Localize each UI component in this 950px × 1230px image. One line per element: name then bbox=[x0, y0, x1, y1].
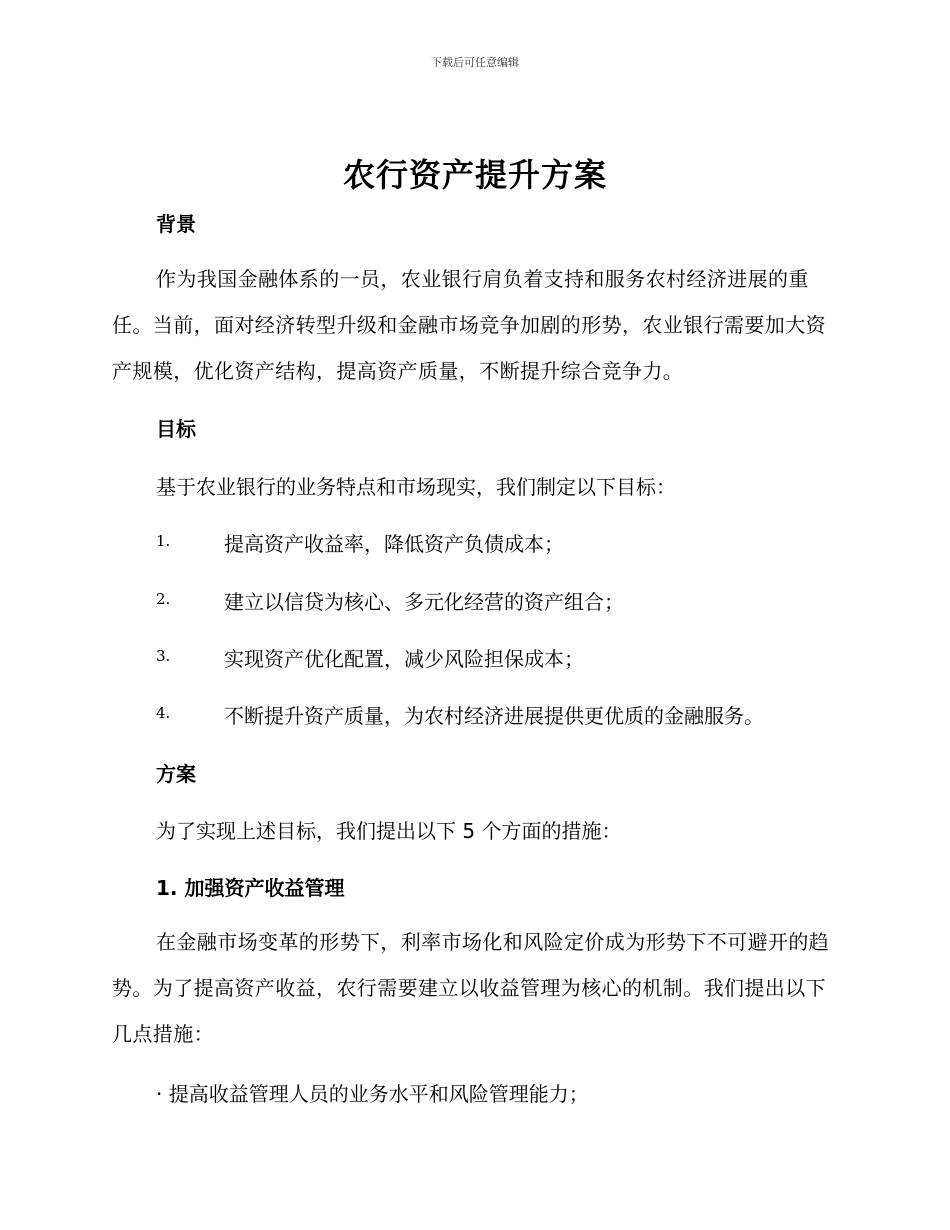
goal-list-item bbox=[156, 528, 856, 558]
list-text: 建立以信贷为核心、多元化经营的资产组合； bbox=[224, 590, 624, 614]
list-number: 1. bbox=[156, 532, 171, 550]
list-number: 2. bbox=[156, 590, 171, 608]
background-paragraph: 作为我国金融体系的一员，农业银行肩负着支持和服务农村经济进展的重任。当前，面对经济转型升级和金融市场竞争加剧的形势，农业银行需要加大资产规模，优化资产结构，提高资产质量，不断提升综合竞争力。 bbox=[112, 267, 826, 383]
plan-intro: 为了实现上述目标，我们提出以下 5 个方面的措施： bbox=[156, 819, 622, 843]
subsection-paragraph: 在金融市场变革的形势下，利率市场化和风险定价成为形势下不可避开的趋势。为了提高资产收益，农行需要建立以收益管理为核心的机制。我们提出以下几点措施： bbox=[112, 930, 830, 1046]
section-heading-plan: 方案 bbox=[156, 762, 196, 786]
list-text: 提高资产收益率，降低资产负债成本； bbox=[224, 532, 564, 556]
list-text: 不断提升资产质量，为农村经济进展提供更优质的金融服务。 bbox=[224, 704, 764, 728]
list-number: 3. bbox=[156, 647, 171, 665]
goal-list-item bbox=[156, 700, 856, 730]
list-number: 4. bbox=[156, 704, 171, 722]
list-text: 实现资产优化配置，减少风险担保成本； bbox=[224, 647, 584, 671]
document-title: 农行资产提升方案 bbox=[342, 156, 607, 194]
section-heading-background: 背景 bbox=[156, 212, 196, 236]
bullet-item: · 提高收益管理人员的业务水平和风险管理能力； bbox=[156, 1082, 589, 1106]
section-heading-goals: 目标 bbox=[156, 417, 196, 441]
goal-list-item bbox=[156, 643, 856, 673]
subsection-heading: 1. 加强资产收益管理 bbox=[156, 876, 345, 900]
goal-list-item bbox=[156, 586, 856, 616]
goals-intro: 基于农业银行的业务特点和市场现实，我们制定以下目标： bbox=[156, 475, 676, 499]
header-note: 下载后可任意编辑 bbox=[431, 56, 519, 69]
